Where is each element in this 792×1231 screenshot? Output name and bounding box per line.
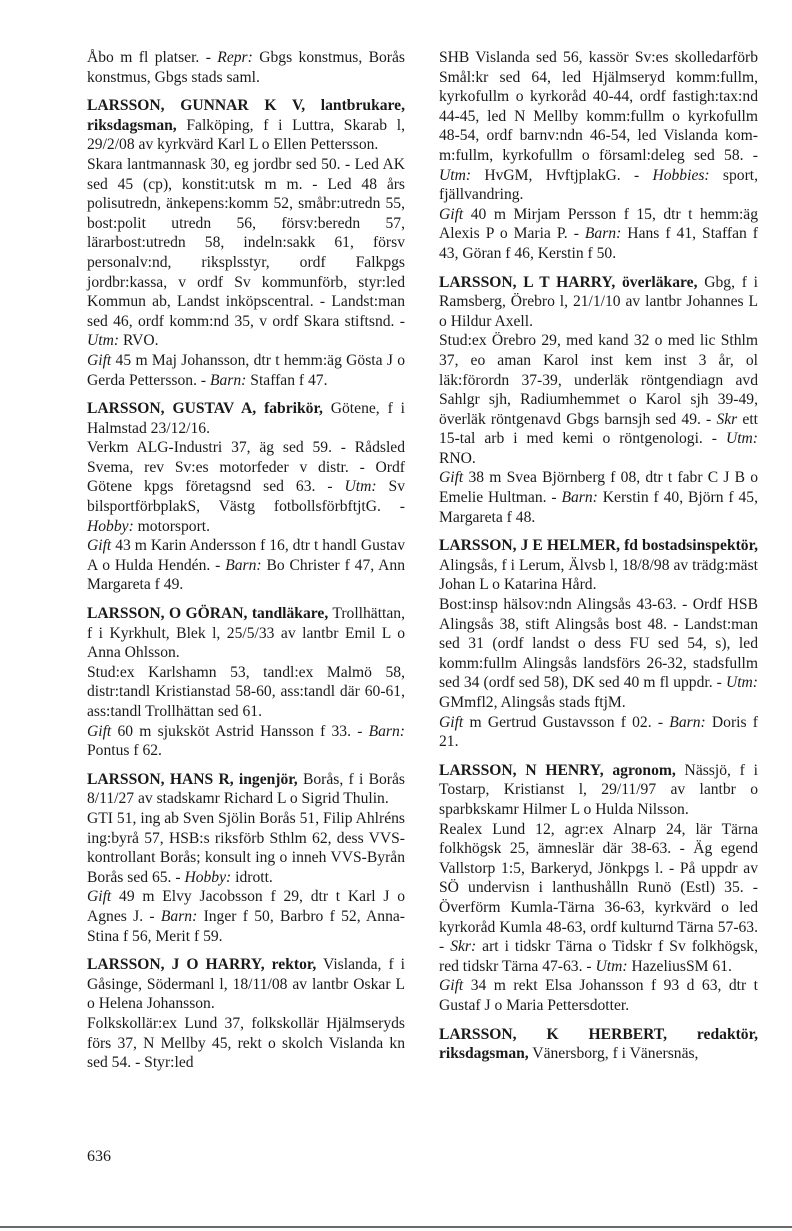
entry-text: Staffan f 47. [246, 371, 328, 389]
entry-paragraph [439, 761, 758, 820]
field-label: Gift [439, 469, 464, 487]
entry-paragraph [439, 48, 758, 205]
biography-entry [87, 399, 405, 595]
field-label: Barn: [160, 907, 198, 925]
field-label: Hobby: [184, 868, 232, 886]
entry-headword: LARSSON, GUSTAV A, fabrikör, [87, 400, 323, 418]
entry-paragraph [87, 399, 405, 438]
biography-entry [87, 955, 405, 1073]
entry-headword: LARSSON, J E HELMER, fd bostadsinspektör, [439, 537, 758, 555]
entry-paragraph [87, 1014, 405, 1073]
entry-text: Gbgs konstmus, Borås konstmus, Gbgs stads saml. [87, 49, 405, 86]
entry-headword: LARSSON, O GÖRAN, tandläkare, [87, 605, 329, 623]
entry-paragraph [87, 536, 405, 595]
entry-text: Kerstin f 40, Björn f 45, Margareta f 48. [439, 489, 758, 526]
entry-text: 49 m Elvy Jacobsson f 29, dtr t Karl J o Agnes J. - [87, 888, 405, 925]
field-label: Skr [716, 410, 738, 428]
entry-text: Nässjö, f i Tostarp, Kristianst l, 29/11/97 av lantbr o sparbkskamr Hilmer L o Hulda Nilsson. [439, 761, 758, 818]
biography-entry [87, 770, 405, 946]
entry-paragraph [439, 536, 758, 595]
field-label: Utm: [725, 674, 758, 692]
entry-paragraph [87, 155, 405, 351]
entry-text: 43 m Karin Andersson f 16, dtr t handl Gustav A o Hulda Hendén. - [87, 537, 405, 574]
entry-text: 40 m Mirjam Persson f 15, dtr t hemm:äg Alexis P o Maria P. - [439, 205, 758, 243]
entry-text: Vänersborg, f i Vänersnäs, [528, 1045, 699, 1063]
entry-paragraph [439, 273, 758, 332]
entry-paragraph [439, 713, 758, 752]
field-label: Skr: [450, 938, 477, 956]
entry-text: 38 m Svea Björnberg f 08, dtr t fabr C J B o Emelie Hultman. - [439, 469, 758, 507]
field-label: Barn: [584, 225, 622, 243]
entry-text: 45 m Maj Johansson, dtr t hemm:äg Gösta J o Gerda Pettersson. - [87, 351, 405, 389]
entry-text: idrott. [231, 868, 273, 886]
biography-entry [87, 48, 405, 87]
entry-text: Alingsås, f i Lerum, Älvsb l, 18/8/98 av trädg:mäst Johan L o Katarina Hård. [439, 556, 758, 594]
entry-paragraph [439, 331, 758, 468]
biography-entry [439, 48, 758, 264]
entry-text: RVO. [119, 332, 159, 350]
field-label: Utm: [439, 166, 472, 184]
entry-paragraph [87, 96, 405, 155]
entry-paragraph [87, 604, 405, 663]
biography-entry [87, 604, 405, 761]
entry-text: Vislanda, f i Gåsinge, Södermanl l, 18/11/08 av lantbr Oskar L o Helena Johansson. [87, 956, 405, 1013]
entry-text: HazeliusSM 61. [627, 957, 732, 975]
entry-paragraph [87, 955, 405, 1014]
entry-headword: LARSSON, GUNNAR K V, lantbrukare, riksdagsman, [87, 97, 405, 134]
entry-text: m Gertrud Gustavsson f 02. - [463, 713, 670, 731]
entry-paragraph [87, 351, 405, 390]
field-label: Gift [87, 537, 112, 555]
field-label: Gift [87, 722, 112, 740]
entry-paragraph [439, 468, 758, 527]
entry-text: Realex Lund 12, agr:ex Alnarp 24, lär Tärna folkhögsk 25, ämneslär där 38-63. - Äg egend Vallstorp 1:5, Barkeryd, Jönkpgs l. - På uppdr av SÖ undervisn i lanthushålln Runö (Estl) 35. - Överförm Kumla-Tärna 36-63, kyrkvärd o led kyrkoråd Kumla 48-63, ordf kulturnd Tärna 57-63. - [439, 820, 758, 956]
entry-text: Trollhättan, f i Kyrkhult, Blek l, 25/5/33 av lantbr Emil L o Anna Ohlsson. [87, 605, 406, 662]
field-label: Gift [439, 205, 464, 223]
entry-text: Inger f 50, Barbro f 52, Anna-Stina f 56, Merit f 59. [87, 907, 405, 945]
left-column [87, 48, 405, 1082]
biography-entry [439, 536, 758, 752]
field-label: Barn: [669, 713, 706, 731]
entry-paragraph [87, 663, 405, 722]
field-label: Repr: [217, 49, 253, 66]
field-label: Barn: [561, 489, 598, 507]
entry-paragraph [439, 820, 758, 977]
biography-entry [439, 1025, 758, 1064]
entry-headword: LARSSON, L T HARRY, överläkare, [439, 273, 698, 291]
entry-paragraph [87, 770, 405, 809]
entry-text: Falköping, f i Luttra, Skarab l, 29/2/08 av kyrkvärd Karl L o Ellen Pettersson. [87, 116, 405, 154]
field-label: Hobbies: [652, 166, 710, 184]
field-label: Barn: [368, 722, 405, 740]
entry-headword: LARSSON, K HERBERT, redaktör, riksdagsman, [439, 1025, 758, 1063]
entry-text: Verkm ALG-Industri 37, äg sed 59. - Rådsled Svema, rev Sv:es motorfeder v distr. - Ordf Götene kpgs företagsnd sed 63. - [87, 439, 405, 496]
entry-text: Gbg, f i Ramsberg, Örebro l, 21/1/10 av lantbr Johannes L o Hildur Axell. [439, 273, 758, 330]
entry-paragraph [439, 205, 758, 264]
entry-paragraph [439, 1025, 758, 1064]
page-number: 636 [87, 1148, 111, 1165]
entry-paragraph [439, 976, 758, 1015]
field-label: Gift [87, 351, 112, 369]
entry-text: Folkskollär:ex Lund 37, folkskollär Hjälmseryds förs 37, N Mellby 45, rekt o skolch Vislanda kn sed 54. - Styr:led [87, 1014, 405, 1072]
entry-text: Skara lantmannask 30, eg jordbr sed 50. - Led AK sed 45 (cp), konstit:utsk m m. - Led 48 års polisutredn, änkepens:komm 52, småbr:utredn 55, bost:polit utredn 56, försv:beredn 57, lärarbost:utredn 58, indeln:sakk 61, försv personalv:nd, riksplsstyr, ordf Falkpgs jordbr:kassa, v ordf Sv kommunförb, styr:led Kommun ab, Landst inköpscentral. - Landst:man sed 46, ordf komm:nd 35, v ordf Skara stiftsnd. - [87, 155, 405, 330]
entry-headword: LARSSON, N HENRY, agronom, [439, 761, 676, 779]
biography-entry [87, 96, 405, 390]
field-label: Barn: [225, 556, 262, 574]
right-column [439, 48, 758, 1073]
field-label: Gift [439, 713, 464, 731]
entry-text: 60 m sjuksköt Astrid Hansson f 33. - [111, 722, 369, 740]
entry-paragraph [87, 809, 405, 887]
entry-text: Stud:ex Karlshamn 53, tandl:ex Malmö 58, distr:tandl Kristianstad 58-60, ass:tandl där 60-61, ass:tandl Trollhättan sed 61. [87, 663, 405, 720]
entry-text: art i tidskr Tärna o Tidskr f Sv folkhögsk, red tidskr Tärna 47-63. - [439, 938, 759, 975]
entry-text: GMmfl2, Alingsås stads ftjM. [439, 694, 626, 711]
field-label: Utm: [725, 430, 758, 448]
entry-text: Bo Christer f 47, Ann Margareta f 49. [87, 556, 406, 594]
entry-text: HvGM, HvftjplakG. - [471, 166, 653, 184]
entry-text: 34 m rekt Elsa Johansson f 93 d 63, dtr t Gustaf J o Maria Pettersdotter. [439, 977, 758, 1014]
entry-text: Pontus f 62. [87, 742, 162, 760]
entry-text: Borås, f i Borås 8/11/27 av stadskamr Richard L o Sigrid Thulin. [87, 770, 405, 808]
entry-paragraph [87, 722, 405, 761]
entry-text: sport, fjällvandring. [439, 166, 759, 204]
entry-text: Doris f 21. [439, 713, 758, 751]
entry-text: Hans f 41, Staffan f 43, Göran f 46, Kerstin f 50. [439, 225, 758, 262]
entry-text: Götene, f i Halmstad 23/12/16. [87, 400, 405, 437]
entry-text: Bost:insp hälsov:ndn Alingsås 43-63. - Ordf HSB Alingsås 38, stift Alingsås bost 48. - Landst:man sed 31 (ordf landst o dess FU sed 54, s), led komm:fullm Alingsås landsförs 26-32, stadsfullm sed 34 (ordf sed 58), DK sed 40 m fl uppdr. - [439, 596, 758, 692]
entry-text: Stud:ex Örebro 29, med kand 32 o med lic Sthlm 37, eo aman Karol inst kem inst 3 år, ol läk:förordn 37-39, underläk röntgendiagn avd Sahlgr sjh, Radiumhemmet o Karol sjh 39-49, överläk röntgenavd Gbgs barnsjh sed 49. - [439, 332, 758, 428]
field-label: Barn: [209, 371, 247, 389]
field-label: Gift [87, 888, 112, 906]
entry-text: Sv bilsportförbplakS, Västg fotbollsförbftjtG. - [87, 478, 406, 516]
entry-paragraph [87, 438, 405, 536]
biography-entry [439, 761, 758, 1016]
field-label: Hobby: [87, 517, 134, 535]
entry-headword: LARSSON, J O HARRY, rektor, [87, 956, 317, 974]
field-label: Gift [439, 977, 464, 995]
entry-text: SHB Vislanda sed 56, kassör Sv:es skolledarförb Smål:kr sed 64, led Hjälmseryd komm:fullm, kyrkofullm o kyrkoråd 40-44, ordf fastigh:tax:nd 44-45, led N Mellby komm:fullm o kyrkofullm 48-54, ordf barnv:ndn 46-54, led Vislanda kom-m:fullm, kyrkofullm o församl:deleg sed 58. - [439, 49, 758, 164]
field-label: Utm: [595, 957, 628, 975]
entry-headword: LARSSON, HANS R, ingenjör, [87, 770, 298, 788]
entry-text: RNO. [439, 449, 476, 467]
entry-paragraph [87, 887, 405, 946]
entry-paragraph [439, 595, 758, 713]
entry-text: GTI 51, ing ab Sven Sjölin Borås 51, Filip Ahlréns ing:byrå 57, HSB:s riksförb Sthlm 62, dess VVS-kontrollant Borås; konsult ing o inneh VVS-Byrån Borås sed 65. - [87, 809, 405, 886]
biography-entry [439, 273, 758, 528]
entry-text: Åbo m fl platser. - [87, 49, 218, 66]
bottom-rule [0, 1226, 792, 1228]
entry-paragraph [87, 48, 405, 87]
field-label: Utm: [344, 478, 377, 496]
field-label: Utm: [87, 332, 120, 350]
entry-text: motorsport. [133, 517, 211, 535]
entry-text: ett 15-tal arb i med kemi o röntgenologi. - [439, 410, 758, 448]
